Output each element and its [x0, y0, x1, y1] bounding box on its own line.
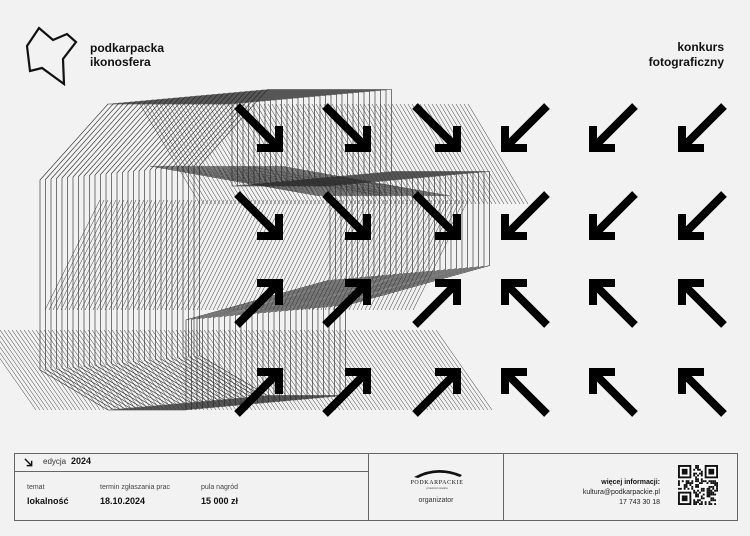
hatch-line	[208, 104, 268, 204]
hatch-line	[381, 200, 436, 310]
deadline-label: termin zgłaszania prac	[100, 484, 171, 491]
hatch-line	[141, 200, 196, 310]
contact-info	[583, 478, 660, 508]
brand-line-2: ikonosfera	[90, 55, 151, 69]
hatch-line	[384, 104, 444, 204]
hatch-line	[285, 200, 340, 310]
footer-info-bar	[14, 453, 738, 521]
hatch-line	[52, 330, 108, 410]
contest-line-2: fotograficzny	[648, 55, 724, 69]
hatch-line	[156, 104, 216, 204]
arrow-sw-icon	[505, 106, 547, 148]
hatch-line	[408, 104, 468, 204]
hatch-line	[80, 330, 136, 410]
outline-copy	[95, 99, 385, 405]
info-title: więcej informacji:	[601, 479, 660, 486]
hatch-line	[53, 200, 108, 310]
hatch-line	[156, 330, 212, 410]
hatch-line	[372, 330, 428, 410]
hatch-line	[93, 200, 148, 310]
hatch-line	[336, 104, 396, 204]
arrow-sw-icon	[593, 106, 635, 148]
hatch-line	[373, 200, 428, 310]
hatch-line	[468, 104, 528, 204]
hatch-line	[193, 200, 248, 310]
hatch-line	[168, 104, 228, 204]
hatch-line	[149, 200, 204, 310]
hatch-line	[129, 200, 184, 310]
hatch-line	[177, 200, 232, 310]
outline-copy	[106, 98, 396, 404]
footer-contest-details	[15, 454, 368, 520]
hatch-line	[97, 200, 152, 310]
hatch-line	[364, 330, 420, 410]
theme-value: lokalność	[27, 496, 69, 506]
hatch-line	[212, 104, 272, 204]
hatch-line	[368, 104, 428, 204]
edition-row	[15, 454, 368, 472]
deadline-field	[100, 484, 170, 506]
arrow-nw-icon	[593, 283, 635, 325]
hatch-line	[192, 330, 248, 410]
hatch-line	[448, 104, 508, 204]
arrow-se-icon	[415, 106, 457, 148]
hatch-line	[185, 200, 240, 310]
hatch-line	[440, 104, 500, 204]
band-line	[254, 166, 424, 196]
hatch-line	[68, 330, 124, 410]
hatch-line	[121, 200, 176, 310]
hatch-line	[189, 200, 244, 310]
hatch-line	[157, 200, 212, 310]
organizer-label: organizator	[418, 497, 454, 504]
hatch-line	[8, 330, 64, 410]
edition-year: 2024	[71, 456, 92, 466]
hatch-line	[428, 104, 488, 204]
hatch-line	[128, 330, 184, 410]
hatch-line	[133, 200, 188, 310]
hatch-line	[105, 200, 160, 310]
hatch-line	[49, 200, 104, 310]
hatch-line	[376, 330, 432, 410]
hatch-line	[85, 200, 140, 310]
hatch-line	[165, 200, 220, 310]
qr-code[interactable]	[678, 465, 718, 505]
hatch-line	[352, 104, 412, 204]
info-phone[interactable]: 17 743 30 18	[619, 499, 660, 506]
hatch-line	[0, 330, 36, 410]
arrow-down-right-icon	[24, 458, 33, 467]
deadline-value: 18.10.2024	[100, 496, 146, 506]
hatch-line	[69, 200, 124, 310]
hatch-line	[444, 104, 504, 204]
hatch-line	[89, 200, 144, 310]
hatch-line	[16, 330, 72, 410]
contest-line-1: konkurs	[677, 40, 724, 54]
hatch-line	[36, 330, 92, 410]
arrow-sw-icon	[593, 194, 635, 236]
hatch-line	[248, 104, 308, 204]
prize-label: pula nagród	[201, 484, 238, 491]
hatch-line	[40, 330, 96, 410]
hatch-line	[188, 104, 248, 204]
hatch-line	[28, 330, 84, 410]
info-email[interactable]: kultura@podkarpackie.pl	[582, 489, 660, 496]
organizer-logo-sub: przestrzeń otwarta	[426, 487, 448, 490]
hatch-line	[197, 200, 252, 310]
hatch-line	[116, 330, 172, 410]
arrow-nw-icon	[505, 372, 547, 414]
hatch-line	[196, 330, 252, 410]
hatch-line	[148, 104, 208, 204]
hatch-line	[77, 200, 132, 310]
footer-contact	[503, 454, 738, 520]
theme-label: temat	[27, 484, 45, 491]
hatch-line	[436, 104, 496, 204]
hatch-line	[173, 200, 228, 310]
hatch-line	[96, 330, 152, 410]
arrow-nw-icon	[682, 372, 724, 414]
hatch-line	[0, 330, 56, 410]
prize-field	[201, 484, 238, 506]
hatch-line	[452, 104, 512, 204]
hatch-line	[460, 104, 520, 204]
arrow-sw-icon	[682, 194, 724, 236]
hatch-line	[0, 330, 44, 410]
organizer-logo-text: PODKARPACKIE	[410, 480, 464, 486]
hatch-line	[84, 330, 140, 410]
hatch-line	[137, 200, 192, 310]
hatch-line	[160, 330, 216, 410]
hatch-line	[101, 200, 156, 310]
hatch-line	[48, 330, 104, 410]
hatch-line	[316, 104, 376, 204]
hatch-line	[184, 104, 244, 204]
theme-field	[27, 484, 69, 506]
hatch-line	[201, 200, 256, 310]
hatch-line	[113, 200, 168, 310]
hatch-line	[145, 200, 200, 310]
hatch-line	[57, 200, 112, 310]
edition-label: edycja	[43, 457, 67, 466]
arrow-nw-icon	[682, 283, 724, 325]
hatch-line	[228, 104, 288, 204]
hatch-line	[368, 330, 424, 410]
brand-line-1: podkarpacka	[90, 41, 165, 55]
hatch-line	[205, 200, 260, 310]
hatch-line	[320, 104, 380, 204]
hatch-line	[61, 200, 116, 310]
arrow-sw-icon	[682, 106, 724, 148]
hatch-line	[456, 104, 516, 204]
arrow-ne-icon	[415, 283, 457, 325]
hatch-line	[412, 104, 472, 204]
arrow-ne-icon	[415, 372, 457, 414]
podkarpackie-logo	[404, 466, 470, 490]
hatch-line	[181, 200, 236, 310]
arrow-nw-icon	[593, 372, 635, 414]
footer-organizer	[368, 454, 503, 520]
arrow-nw-icon	[505, 283, 547, 325]
hatch-line	[172, 104, 232, 204]
hatch-line	[264, 104, 324, 204]
hatch-line	[4, 330, 60, 410]
hatch-line	[232, 104, 292, 204]
hatch-line	[365, 200, 420, 310]
hatch-line	[369, 200, 424, 310]
hatch-line	[281, 200, 336, 310]
hatch-line	[172, 330, 228, 410]
prize-value: 15 000 zł	[201, 496, 239, 506]
hatch-line	[45, 200, 100, 310]
outline-copy	[161, 93, 451, 399]
hatch-line	[404, 104, 464, 204]
hatch-line	[112, 330, 168, 410]
